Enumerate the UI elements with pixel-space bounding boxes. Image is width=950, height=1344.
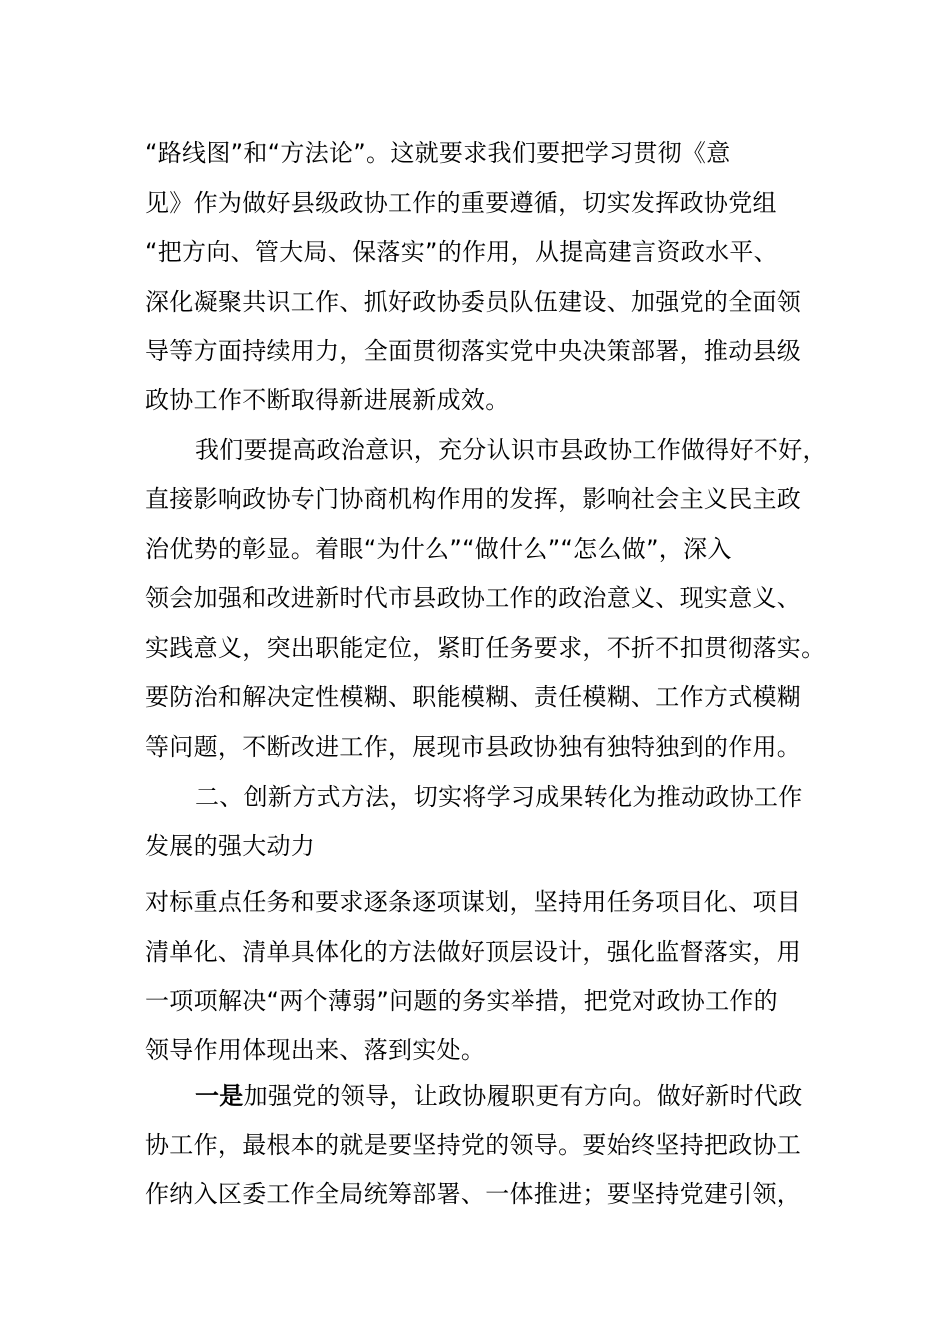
text-line: “把方向、管大局、保落实”的作用，从提高建言资政水平、 xyxy=(145,238,778,266)
text-line: “路线图”和“方法论”。这就要求我们要把学习贯彻《意 xyxy=(145,139,731,167)
text-line: 作纳入区委工作全局统筹部署、一体推进；要坚持党建引领， xyxy=(145,1180,802,1208)
section-heading: 二、创新方式方法，切实将学习成果转化为推动政协工作 xyxy=(195,783,803,811)
text-line: 我们要提高政治意识，充分认识市县政协工作做得好不好， xyxy=(195,436,827,464)
text-line: 政协工作不断取得新进展新成效。 xyxy=(145,386,510,414)
lead-phrase: 一是 xyxy=(195,1082,244,1110)
text-line: 清单化、清单具体化的方法做好顶层设计，强化监督落实，用 xyxy=(145,938,802,966)
text-span: 加强党的领导，让政协履职更有方向。做好新时代政 xyxy=(243,1082,803,1110)
text-line: 领会加强和改进新时代市县政协工作的政治意义、现实意义、 xyxy=(145,584,802,612)
text-line: 治优势的彰显。着眼“为什么”“做什么”“怎么做”，深入 xyxy=(145,535,732,563)
text-line: 对标重点任务和要求逐条逐项谋划，坚持用任务项目化、项目 xyxy=(145,888,802,916)
section-heading: 发展的强大动力 xyxy=(145,832,316,860)
text-line: 导等方面持续用力，全面贯彻落实党中央决策部署，推动县级 xyxy=(145,337,802,365)
text-line: 领导作用体现出来、落到实处。 xyxy=(145,1036,486,1064)
text-line: 直接影响政协专门协商机构作用的发挥，影响社会主义民主政 xyxy=(145,485,802,513)
text-line xyxy=(195,1076,875,1116)
text-line: 要防治和解决定性模糊、职能模糊、责任模糊、工作方式模糊 xyxy=(145,683,802,711)
text-line: 一项项解决“两个薄弱”问题的务实举措，把党对政协工作的 xyxy=(145,987,778,1015)
text-line: 协工作，最根本的就是要坚持党的领导。要始终坚持把政协工 xyxy=(145,1131,802,1159)
text-line: 等问题，不断改进工作，展现市县政协独有独特独到的作用。 xyxy=(145,733,802,761)
text-line: 实践意义，突出职能定位，紧盯任务要求，不折不扣贯彻落实。 xyxy=(145,634,826,662)
text-line: 见》作为做好县级政协工作的重要遵循，切实发挥政协党组 xyxy=(145,189,777,217)
text-line: 深化凝聚共识工作、抓好政协委员队伍建设、加强党的全面领 xyxy=(145,288,802,316)
